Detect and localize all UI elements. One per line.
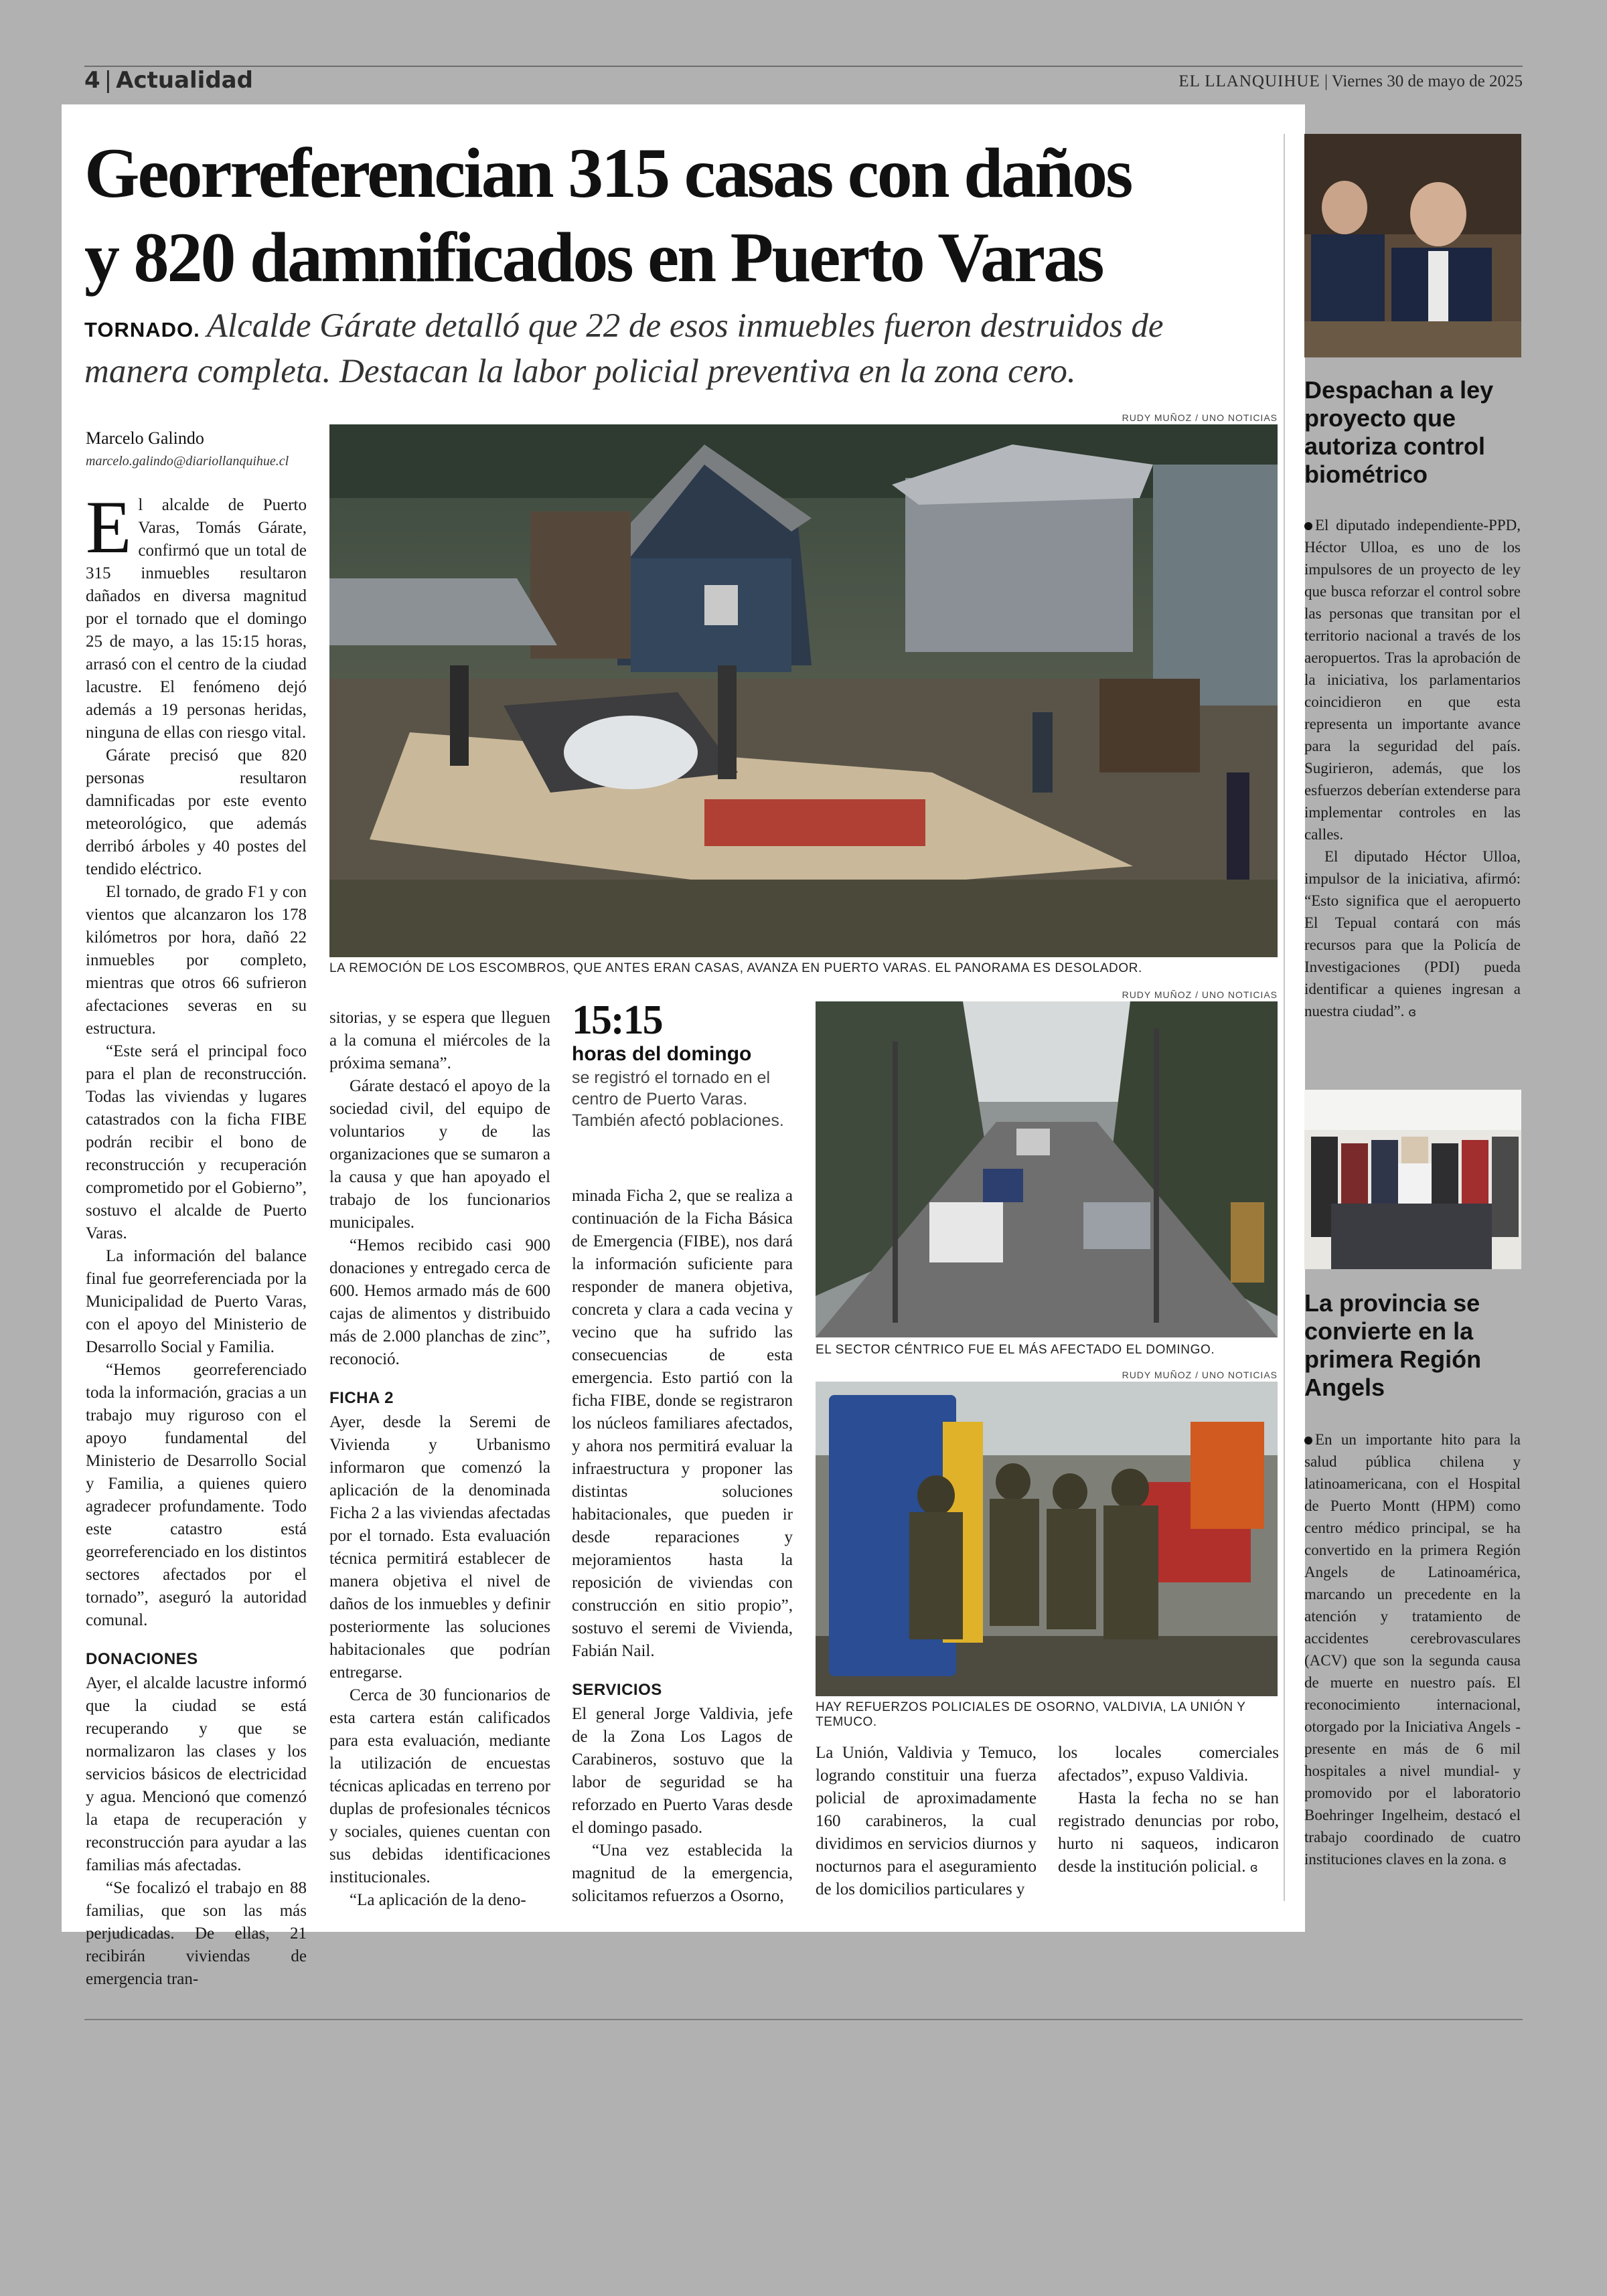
section-header: 4 | Actualidad	[84, 67, 253, 94]
end-mark-icon: ɞ	[1408, 1005, 1417, 1019]
paper-header: EL LLANQUIHUE | Viernes 30 de mayo de 2025	[1178, 72, 1523, 90]
footer-rule	[84, 2019, 1523, 2020]
paragraph: “Se focalizó el trabajo en 88 familias, que son las más perjudicadas. De ellas, 21 recibirán viviendas de emergencia tran-	[86, 1879, 307, 1988]
paragraph: Hasta la fecha no se han registrado denuncias por robo, hurto ni saqueos, indicaron desde la institución policial. ɞ	[1058, 1789, 1279, 1876]
paragraph: “Este será el principal foco para el plan de reconstrucción. Todas las viviendas y lugares catastrados con la ficha FIBE podrán recibir el bono de reconstrucción y recuperación comprometido por el Gobierno”, sostuvo el alcalde de Puerto Varas.	[86, 1042, 307, 1242]
photo-credit-3: RUDY MUÑOZ / UNO NOTICIAS	[1122, 1370, 1278, 1380]
paragraph: minada Ficha 2, que se realiza a continuación de la Ficha Básica de Emergencia (FIBE), nos dará la información suficiente para responder de manera objetiva, concreta y clara a cada vecina y vecino que ha sufrido las consecuencias de esta emergencia. Esto partió con la ficha FIBE, donde se registraron los núcleos familiares afectados, y ahora nos permitirá evaluar la infraestructura y proponer las distintas soluciones habitacionales, que pueden ir desde reparaciones y mejoramientos hasta la reposición de viviendas con construcción en sitio propio”, sostuvo el seremi de Vivienda, Fabián Nail.	[572, 1187, 793, 1660]
byline	[86, 428, 313, 469]
column-divider	[1284, 134, 1285, 1901]
photo-credit-1: RUDY MUÑOZ / UNO NOTICIAS	[1122, 412, 1278, 423]
subhead-donaciones: DONACIONES	[86, 1650, 198, 1668]
subhead-servicios: SERVICIOS	[572, 1681, 662, 1699]
section-name: Actualidad	[116, 67, 253, 94]
bullet-icon	[1304, 522, 1312, 530]
end-mark-icon: ɞ	[1498, 1854, 1507, 1868]
paragraph: La información del balance final fue georreferenciada por la Municipalidad de Puerto Varas, con el apoyo del Ministerio de Desarrollo Social y Familia.	[86, 1247, 307, 1356]
photo-caption-1: LA REMOCIÓN DE LOS ESCOMBROS, QUE ANTES ERAN CASAS, AVANZA EN PUERTO VARAS. EL PANORAMA ES DESOLADOR.	[329, 961, 1142, 975]
sidebar-story-1	[1304, 514, 1521, 1023]
paragraph: Ayer, desde la Seremi de Vivienda y Urbanismo informaron que comenzó la aplicación de la denominada Ficha 2 a las viviendas afectadas por el tornado. Esta evaluación técnica permitirá establecer de manera objetiva el nivel de daños de los inmuebles y definir posteriormente las soluciones habitacionales que podrían entregarse.	[329, 1413, 550, 1682]
photo-street-damage	[816, 1001, 1278, 1337]
paragraph: “La aplicación de la deno-	[350, 1891, 526, 1909]
photo-angels-group	[1304, 1090, 1521, 1269]
paragraph: “Una vez establecida la magnitud de la emergencia, solicitamos refuerzos a Osorno,	[572, 1841, 793, 1905]
photo-tornado-damage	[329, 424, 1278, 957]
paragraph: Gárate destacó el apoyo de la sociedad civil, del equipo de voluntarios y de las organizaciones que se sumaron a la causa y que han apoyado el trabajo de los funcionarios municipales.	[329, 1077, 550, 1232]
issue-date: Viernes 30 de mayo de 2025	[1331, 72, 1523, 90]
stat-value: 15:15	[572, 997, 662, 1043]
paragraph: Gárate precisó que 820 personas resultaron damnificadas por este evento meteorológico, que además derribó árboles y 40 postes del tendido eléctrico.	[86, 746, 307, 878]
paragraph: sitorias, y se espera que lleguen a la comuna el miércoles de la próxima semana”.	[329, 1009, 550, 1072]
deck	[84, 305, 1263, 392]
author-name: Marcelo Galindo	[86, 428, 204, 448]
drop-cap: E	[86, 486, 132, 569]
article-column-4	[816, 1742, 1037, 1901]
photo-caption-2: EL SECTOR CÉNTRICO FUE EL MÁS AFECTADO EL DOMINGO.	[816, 1343, 1215, 1357]
photo-police-patrol	[816, 1382, 1278, 1696]
paragraph: El diputado Héctor Ulloa, impulsor de la iniciativa, afirmó: “Esto significa que el aeropuerto El Tepual contará con más recursos para que la Policía de Investigaciones (PDI) pueda identificar a quienes ingresan a nuestra ciudad”. ɞ	[1304, 848, 1521, 1019]
paragraph: La Unión, Valdivia y Temuco, logrando constituir una fuerza policial de aproximadamente 160 carabineros, la cual dividimos en servicios diurnos y nocturnos para el aseguramiento de los domicilios particulares y	[816, 1744, 1037, 1898]
page-number: 4	[84, 67, 100, 94]
newspaper-name: EL LLANQUIHUE	[1178, 72, 1320, 90]
sidebar-title-1: Despachan a ley proyecto que autoriza control biométrico	[1304, 376, 1494, 488]
stat-box	[572, 999, 813, 1131]
paragraph: El alcalde de Puerto Varas, Tomás Gárate, confirmó que un total de 315 inmuebles resultaron dañados en diversa magnitud por el tornado que el domingo 25 de mayo, a las 15:15 horas, arrasó con el centro de la ciudad lacustre. El fenómeno dejó además a 19 personas heridas, ninguna de ellas con riesgo vital.	[86, 486, 307, 742]
article-column-5	[1058, 1742, 1279, 1880]
sidebar-title-2: La provincia se convierte en la primera Región Angels	[1304, 1289, 1482, 1401]
paragraph: El diputado independiente-PPD, Héctor Ulloa, es uno de los impulsores de un proyecto de ley que busca reforzar el control sobre las personas que transitan por el territorio nacional a través de los aeropuertos. Tras la aprobación de la iniciativa, los parlamentarios coincidieron en que esta representa un importante avance para la seguridad del país. Sugirieron, además, que los esfuerzos deberían extenderse para implementar controles en las calles.	[1304, 517, 1521, 843]
paragraph: El general Jorge Valdivia, jefe de la Zona Los Lagos de Carabineros, sostuvo que la labor de seguridad se ha reforzado en Puerto Varas desde el domingo pasado.	[572, 1705, 793, 1837]
paragraph: “Hemos recibido casi 900 donaciones y entregado cerca de 600. Hemos armado más de 600 cajas de alimentos y distribuido más de 2.000 planchas de zinc”, reconoció.	[329, 1236, 550, 1368]
subhead-ficha-2: FICHA 2	[329, 1389, 394, 1407]
paragraph: Cerca de 30 funcionarios de esta cartera están calificados para esta evaluación, mediante la utilización de encuestas técnicas aplicadas en terreno por duplas de profesionales técnicos y sociales, quienes cuentan con sus debidas identificaciones institucionales.	[329, 1686, 550, 1886]
article-column-3	[572, 1185, 793, 1908]
paragraph: El tornado, de grado F1 y con vientos que alcanzaron los 178 kilómetros por hora, dañó 22 inmuebles por completo, mientras que otros 66 sufrieron afectaciones severas en su estructura.	[86, 883, 307, 1038]
photo-deputies	[1304, 134, 1521, 357]
paragraph: En un importante hito para la salud pública chilena y latinoamericana, con el Hospital de Puerto Montt (HPM) como centro médico principal, se ha convertido en la primera Región Angels de Latinoamérica, marcando un precedente en la atención y tratamiento de accidentes cerebrovasculares (ACV) que son la segunda causa de muerte en nuestro país. El reconocimiento internacional, otorgado por la Iniciativa Angels -presente en más de 6 mil hospitales a nivel mundial- y promovido por el laboratorio Boehringer Ingelheim, destacó el trabajo coordinado de cuatro instituciones claves en la zona. ɞ	[1304, 1431, 1521, 1868]
photo-credit-2: RUDY MUÑOZ / UNO NOTICIAS	[1122, 989, 1278, 1000]
headline-line-2: y 820 damnificados en Puerto Varas	[84, 218, 1103, 297]
headline-line-1: Georreferencian 315 casas con daños	[84, 134, 1132, 212]
article-column-1	[86, 486, 307, 1991]
headline	[84, 131, 1276, 300]
bullet-icon	[1304, 1437, 1312, 1445]
end-mark-icon: ɞ	[1249, 1861, 1258, 1875]
stat-label: horas del domingo	[572, 1043, 752, 1065]
photo-caption-3: HAY REFUERZOS POLICIALES DE OSORNO, VALDIVIA, LA UNIÓN Y TEMUCO.	[816, 1700, 1246, 1729]
header-rule	[84, 66, 1523, 67]
sidebar-story-2	[1304, 1428, 1521, 1872]
deck-text: Alcalde Gárate detalló que 22 de esos inmuebles fueron destruidos de manera completa. Destacan la labor policial preventiva en la zona cero.	[84, 307, 1164, 390]
paragraph: “Hemos georreferenciado toda la información, gracias a un trabajo muy riguroso con el apoyo fundamental del Ministerio de Desarrollo Social y Familia, a quienes quiero agradecer profundamente. Todo este catastro está georreferenciado en los distintos sectores afectados por el tornado”, aseguró la autoridad comunal.	[86, 1361, 307, 1629]
kicker: TORNADO.	[84, 318, 200, 341]
paragraph: Ayer, el alcalde lacustre informó que la ciudad se está recuperando y que se normalizaron las clases y los servicios básicos de electricidad y agua. Mencionó que comenzó la etapa de recuperación y reconstrucción para ayudar a las familias más afectadas.	[86, 1674, 307, 1874]
author-email: marcelo.galindo@diariollanquihue.cl	[86, 454, 289, 469]
stat-text: se registró el tornado en el centro de Puerto Varas. También afectó poblaciones.	[572, 1068, 784, 1130]
article-column-2	[329, 1007, 550, 1912]
paragraph: los locales comerciales afectados”, expuso Valdivia.	[1058, 1744, 1279, 1785]
